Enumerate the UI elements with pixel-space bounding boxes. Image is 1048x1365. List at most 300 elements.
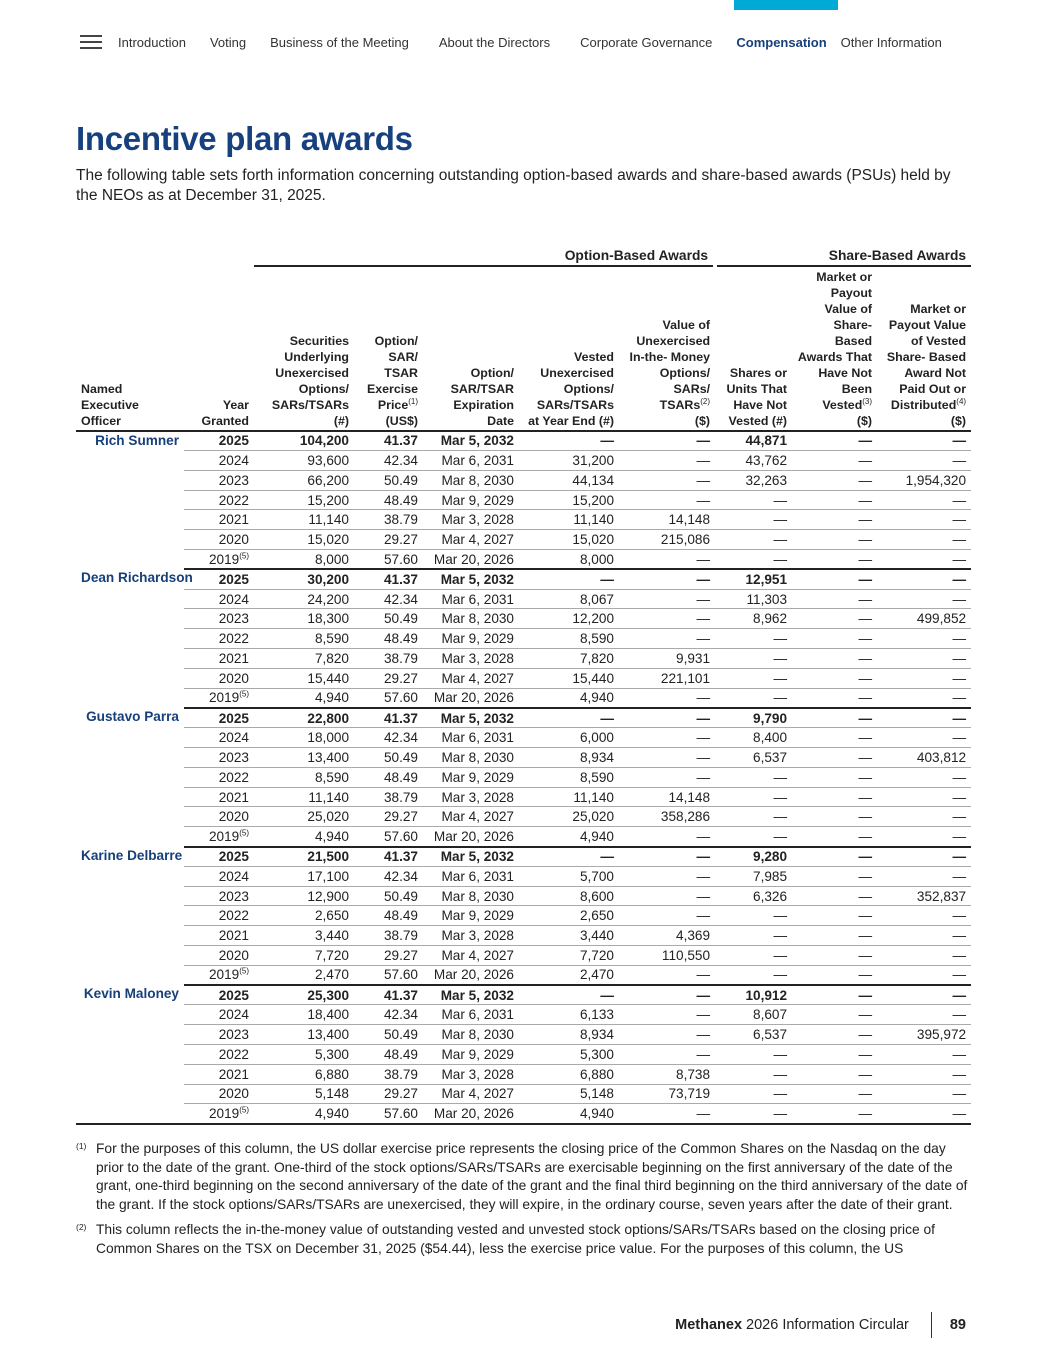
cell-price: 38.79 bbox=[354, 926, 423, 946]
cell-unvested-value: — bbox=[792, 985, 877, 1005]
cell-units: — bbox=[715, 807, 792, 827]
cell-price: 57.60 bbox=[354, 827, 423, 847]
footnote-ref: (5) bbox=[239, 551, 249, 561]
officer-name: Karine Delbarre bbox=[81, 847, 183, 863]
cell-itm-value: — bbox=[619, 866, 715, 886]
column-header-label: Shares or Units That Have Not Vested (#) bbox=[726, 365, 788, 428]
cell-securities: 24,200 bbox=[254, 589, 354, 609]
cell-vested: 12,200 bbox=[519, 609, 619, 629]
cell-unvested-value: — bbox=[792, 451, 877, 471]
cell-securities: 18,000 bbox=[254, 728, 354, 748]
column-header-row bbox=[76, 266, 971, 431]
table-row bbox=[76, 550, 971, 570]
table-row bbox=[76, 569, 971, 589]
nav-corporate-governance[interactable]: Corporate Governance bbox=[580, 34, 713, 50]
cell-unvested-value: — bbox=[792, 1084, 877, 1104]
cell-vested: 8,067 bbox=[519, 589, 619, 609]
cell-units: — bbox=[715, 946, 792, 966]
nav-voting[interactable]: Voting bbox=[209, 34, 247, 50]
cell-price: 41.37 bbox=[354, 569, 423, 589]
cell-expiry: Mar 4, 2027 bbox=[423, 668, 519, 688]
cell-price: 48.49 bbox=[354, 1045, 423, 1065]
cell-units: — bbox=[715, 550, 792, 570]
cell-units: — bbox=[715, 1064, 792, 1084]
cell-expiry: Mar 20, 2026 bbox=[423, 688, 519, 708]
cell-expiry: Mar 4, 2027 bbox=[423, 1084, 519, 1104]
cell-itm-value: 73,719 bbox=[619, 1084, 715, 1104]
column-header bbox=[715, 266, 792, 431]
year-granted bbox=[184, 470, 254, 490]
cell-securities: 18,300 bbox=[254, 609, 354, 629]
option-based-awards-header: Option-Based Awards bbox=[254, 246, 715, 266]
cell-itm-value: — bbox=[619, 431, 715, 451]
year-granted bbox=[184, 807, 254, 827]
table-row bbox=[76, 1104, 971, 1124]
cell-units: 9,790 bbox=[715, 708, 792, 728]
year-value: 2019 bbox=[208, 551, 240, 567]
year-granted bbox=[184, 550, 254, 570]
cell-price: 57.60 bbox=[354, 965, 423, 985]
cell-price: 41.37 bbox=[354, 985, 423, 1005]
cell-price: 57.60 bbox=[354, 550, 423, 570]
cell-itm-value: — bbox=[619, 1045, 715, 1065]
table-row bbox=[76, 906, 971, 926]
cell-vested: 8,590 bbox=[519, 767, 619, 787]
page-footer bbox=[675, 1312, 966, 1338]
cell-securities: 5,300 bbox=[254, 1045, 354, 1065]
table-row bbox=[76, 510, 971, 530]
cell-units: 6,537 bbox=[715, 748, 792, 768]
cell-itm-value: — bbox=[619, 490, 715, 510]
cell-vested: 3,440 bbox=[519, 926, 619, 946]
active-section-indicator bbox=[734, 0, 838, 10]
cell-unvested-value: — bbox=[792, 906, 877, 926]
cell-itm-value: — bbox=[619, 470, 715, 490]
cell-price: 38.79 bbox=[354, 649, 423, 669]
cell-unvested-value: — bbox=[792, 569, 877, 589]
cell-vested: 6,133 bbox=[519, 1005, 619, 1025]
cell-units: — bbox=[715, 688, 792, 708]
cell-unvested-value: — bbox=[792, 609, 877, 629]
cell-expiry: Mar 5, 2032 bbox=[423, 431, 519, 451]
officer-name: Dean Richardson bbox=[81, 570, 193, 586]
cell-price: 57.60 bbox=[354, 688, 423, 708]
table-row bbox=[76, 767, 971, 787]
year-granted bbox=[184, 1025, 254, 1045]
cell-expiry: Mar 9, 2029 bbox=[423, 767, 519, 787]
cell-securities: 2,470 bbox=[254, 965, 354, 985]
column-header bbox=[792, 266, 877, 431]
cell-units: 10,912 bbox=[715, 985, 792, 1005]
officer-name: Rich Sumner bbox=[95, 432, 179, 448]
cell-vested-value: — bbox=[877, 807, 971, 827]
year-granted bbox=[184, 451, 254, 471]
nav-introduction[interactable]: Introduction bbox=[118, 34, 186, 50]
cell-units: — bbox=[715, 827, 792, 847]
cell-vested: 4,940 bbox=[519, 688, 619, 708]
cell-expiry: Mar 5, 2032 bbox=[423, 569, 519, 589]
hamburger-menu-icon[interactable] bbox=[80, 35, 102, 49]
cell-price: 50.49 bbox=[354, 1025, 423, 1045]
cell-price: 42.34 bbox=[354, 589, 423, 609]
cell-price: 29.27 bbox=[354, 946, 423, 966]
cell-units: 6,537 bbox=[715, 1025, 792, 1045]
year-granted bbox=[184, 490, 254, 510]
cell-price: 50.49 bbox=[354, 609, 423, 629]
cell-vested-value: — bbox=[877, 787, 971, 807]
footer-document-title: 2026 Information Circular bbox=[746, 1317, 909, 1333]
cell-units: 6,326 bbox=[715, 886, 792, 906]
cell-itm-value: — bbox=[619, 847, 715, 867]
cell-vested-value: 1,954,320 bbox=[877, 470, 971, 490]
cell-vested: 15,200 bbox=[519, 490, 619, 510]
cell-itm-value: — bbox=[619, 688, 715, 708]
cell-unvested-value: — bbox=[792, 847, 877, 867]
cell-unvested-value: — bbox=[792, 866, 877, 886]
table-row bbox=[76, 827, 971, 847]
cell-price: 48.49 bbox=[354, 906, 423, 926]
table-row bbox=[76, 748, 971, 768]
year-granted bbox=[184, 708, 254, 728]
table-row bbox=[76, 649, 971, 669]
year-granted bbox=[184, 589, 254, 609]
cell-securities: 15,020 bbox=[254, 530, 354, 550]
cell-expiry: Mar 20, 2026 bbox=[423, 965, 519, 985]
cell-unvested-value: — bbox=[792, 1064, 877, 1084]
cell-vested-value: — bbox=[877, 827, 971, 847]
cell-units: — bbox=[715, 530, 792, 550]
table-row bbox=[76, 866, 971, 886]
cell-securities: 21,500 bbox=[254, 847, 354, 867]
cell-unvested-value: — bbox=[792, 510, 877, 530]
cell-vested: 11,140 bbox=[519, 510, 619, 530]
table-row bbox=[76, 926, 971, 946]
cell-securities: 13,400 bbox=[254, 1025, 354, 1045]
cell-vested: 6,000 bbox=[519, 728, 619, 748]
cell-expiry: Mar 8, 2030 bbox=[423, 609, 519, 629]
cell-price: 38.79 bbox=[354, 510, 423, 530]
year-granted bbox=[184, 926, 254, 946]
cell-vested: 11,140 bbox=[519, 787, 619, 807]
year-value: 2020 bbox=[218, 532, 249, 548]
cell-expiry: Mar 5, 2032 bbox=[423, 847, 519, 867]
table-row bbox=[76, 688, 971, 708]
column-header-label: Vested Unexercised Options/ SARs/TSARs at Year End (#) bbox=[528, 349, 614, 428]
cell-securities: 4,940 bbox=[254, 688, 354, 708]
cell-itm-value: — bbox=[619, 827, 715, 847]
cell-securities: 30,200 bbox=[254, 569, 354, 589]
year-value: 2025 bbox=[218, 849, 249, 865]
cell-vested-value: 395,972 bbox=[877, 1025, 971, 1045]
cell-itm-value: — bbox=[619, 629, 715, 649]
cell-itm-value: — bbox=[619, 550, 715, 570]
cell-vested-value: — bbox=[877, 510, 971, 530]
year-value: 2019 bbox=[208, 828, 240, 844]
cell-vested: — bbox=[519, 431, 619, 451]
footnote-ref: (5) bbox=[239, 689, 249, 699]
cell-itm-value: 221,101 bbox=[619, 668, 715, 688]
cell-vested: 31,200 bbox=[519, 451, 619, 471]
cell-itm-value: — bbox=[619, 589, 715, 609]
year-granted bbox=[184, 688, 254, 708]
cell-vested-value: — bbox=[877, 1045, 971, 1065]
table-row bbox=[76, 847, 971, 867]
cell-price: 50.49 bbox=[354, 470, 423, 490]
year-granted bbox=[184, 787, 254, 807]
cell-vested-value: — bbox=[877, 906, 971, 926]
top-navigation bbox=[80, 30, 988, 54]
cell-units: — bbox=[715, 668, 792, 688]
group-header-row bbox=[76, 246, 971, 266]
nav-about-directors[interactable]: About the Directors bbox=[438, 34, 551, 50]
year-value: 2024 bbox=[218, 591, 249, 607]
cell-securities: 8,590 bbox=[254, 629, 354, 649]
nav-business-of-meeting[interactable]: Business of the Meeting bbox=[270, 34, 409, 50]
cell-unvested-value: — bbox=[792, 649, 877, 669]
year-value: 2022 bbox=[218, 769, 249, 785]
footnote-ref: (2) bbox=[700, 396, 711, 406]
cell-itm-value: — bbox=[619, 569, 715, 589]
share-based-awards-header: Share-Based Awards bbox=[715, 246, 971, 266]
cell-units: 12,951 bbox=[715, 569, 792, 589]
cell-units: — bbox=[715, 1045, 792, 1065]
cell-vested: 8,000 bbox=[519, 550, 619, 570]
cell-unvested-value: — bbox=[792, 1104, 877, 1124]
footnote-ref: (1) bbox=[408, 396, 418, 406]
year-granted bbox=[184, 668, 254, 688]
cell-expiry: Mar 6, 2031 bbox=[423, 1005, 519, 1025]
cell-vested: — bbox=[519, 847, 619, 867]
cell-unvested-value: — bbox=[792, 946, 877, 966]
year-value: 2022 bbox=[218, 631, 249, 647]
cell-securities: 5,148 bbox=[254, 1084, 354, 1104]
cell-securities: 25,300 bbox=[254, 985, 354, 1005]
column-header-label: Securities Underlying Unexercised Options/ SARs/TSARs (#) bbox=[271, 333, 349, 428]
cell-vested-value: — bbox=[877, 985, 971, 1005]
cell-price: 29.27 bbox=[354, 807, 423, 827]
cell-vested-value: — bbox=[877, 490, 971, 510]
cell-securities: 4,940 bbox=[254, 827, 354, 847]
footnote-text: For the purposes of this column, the US dollar exercise price represents the closing price of the Common Shares on the Nasdaq on the day prior to the date of the grant. One-third of the stock options/SARs/TSARs are exercisable beginning on the first anniversary of the date of the grant, one-third beginning on the second anniversary of the date of the grant and the final third beginning on the third anniversary of the date of the grant. If the stock options/SARs/TSARs are unexercised, they will expire, in the ordinary course, seven years after the date of their grant. bbox=[96, 1141, 968, 1212]
table-body bbox=[76, 431, 971, 1124]
footnote-1 bbox=[76, 1140, 976, 1214]
year-value: 2021 bbox=[218, 928, 249, 944]
cell-vested-value: — bbox=[877, 569, 971, 589]
cell-vested: 2,470 bbox=[519, 965, 619, 985]
column-unit: ($) bbox=[694, 413, 711, 428]
year-granted bbox=[184, 847, 254, 867]
cell-vested: 7,820 bbox=[519, 649, 619, 669]
cell-units: — bbox=[715, 767, 792, 787]
cell-itm-value: — bbox=[619, 609, 715, 629]
column-header-label: Value of Unexercised In-the- Money Options/ SARs/ TSARs bbox=[629, 317, 711, 412]
cell-vested-value: — bbox=[877, 1064, 971, 1084]
cell-units: 9,280 bbox=[715, 847, 792, 867]
cell-vested: — bbox=[519, 569, 619, 589]
table-row bbox=[76, 1064, 971, 1084]
nav-compensation[interactable]: Compensation bbox=[736, 34, 827, 50]
cell-unvested-value: — bbox=[792, 767, 877, 787]
cell-vested-value: — bbox=[877, 530, 971, 550]
table-row bbox=[76, 629, 971, 649]
cell-securities: 4,940 bbox=[254, 1104, 354, 1124]
cell-itm-value: — bbox=[619, 886, 715, 906]
cell-units: — bbox=[715, 787, 792, 807]
cell-price: 42.34 bbox=[354, 866, 423, 886]
cell-unvested-value: — bbox=[792, 668, 877, 688]
cell-units: — bbox=[715, 965, 792, 985]
cell-expiry: Mar 8, 2030 bbox=[423, 1025, 519, 1045]
cell-units: 11,303 bbox=[715, 589, 792, 609]
cell-securities: 8,590 bbox=[254, 767, 354, 787]
cell-vested-value: — bbox=[877, 649, 971, 669]
table-row bbox=[76, 708, 971, 728]
cell-vested: 44,134 bbox=[519, 470, 619, 490]
cell-price: 42.34 bbox=[354, 728, 423, 748]
cell-expiry: Mar 4, 2027 bbox=[423, 807, 519, 827]
cell-unvested-value: — bbox=[792, 1025, 877, 1045]
cell-vested: 6,880 bbox=[519, 1064, 619, 1084]
cell-vested: 8,590 bbox=[519, 629, 619, 649]
table-row bbox=[76, 668, 971, 688]
cell-vested-value: — bbox=[877, 946, 971, 966]
cell-securities: 11,140 bbox=[254, 510, 354, 530]
cell-price: 42.34 bbox=[354, 451, 423, 471]
table-row bbox=[76, 431, 971, 451]
cell-unvested-value: — bbox=[792, 787, 877, 807]
cell-vested-value: — bbox=[877, 550, 971, 570]
cell-securities: 3,440 bbox=[254, 926, 354, 946]
cell-price: 48.49 bbox=[354, 629, 423, 649]
cell-price: 41.37 bbox=[354, 847, 423, 867]
cell-unvested-value: — bbox=[792, 807, 877, 827]
year-granted bbox=[184, 886, 254, 906]
cell-securities: 2,650 bbox=[254, 906, 354, 926]
nav-other-information[interactable]: Other Information bbox=[840, 34, 942, 50]
cell-securities: 8,000 bbox=[254, 550, 354, 570]
column-header-label: Market or Payout Value of Share- Based Awards That Have Not Been Vested bbox=[797, 269, 873, 412]
year-granted bbox=[184, 1005, 254, 1025]
cell-itm-value: 110,550 bbox=[619, 946, 715, 966]
column-header-label: Year Granted bbox=[201, 397, 249, 428]
cell-expiry: Mar 6, 2031 bbox=[423, 589, 519, 609]
cell-vested-value: — bbox=[877, 1084, 971, 1104]
cell-vested-value: — bbox=[877, 629, 971, 649]
cell-vested-value: — bbox=[877, 1104, 971, 1124]
year-granted bbox=[184, 1064, 254, 1084]
cell-vested-value: — bbox=[877, 767, 971, 787]
cell-itm-value: — bbox=[619, 767, 715, 787]
cell-vested-value: — bbox=[877, 926, 971, 946]
cell-expiry: Mar 3, 2028 bbox=[423, 787, 519, 807]
column-unit: (US$) bbox=[385, 413, 418, 428]
cell-vested: 8,600 bbox=[519, 886, 619, 906]
cell-unvested-value: — bbox=[792, 629, 877, 649]
year-granted bbox=[184, 965, 254, 985]
year-granted bbox=[184, 1084, 254, 1104]
cell-vested-value: 499,852 bbox=[877, 609, 971, 629]
cell-securities: 22,800 bbox=[254, 708, 354, 728]
cell-securities: 25,020 bbox=[254, 807, 354, 827]
cell-vested: 5,700 bbox=[519, 866, 619, 886]
year-value: 2020 bbox=[218, 1086, 249, 1102]
footnote-marker: (1) bbox=[76, 1141, 87, 1151]
cell-expiry: Mar 3, 2028 bbox=[423, 1064, 519, 1084]
column-header-label: Option/ SAR/ TSAR Exercise Price bbox=[367, 333, 418, 412]
cell-expiry: Mar 8, 2030 bbox=[423, 470, 519, 490]
column-unit: ($) bbox=[950, 413, 967, 428]
cell-price: 57.60 bbox=[354, 1104, 423, 1124]
cell-units: — bbox=[715, 906, 792, 926]
column-header bbox=[519, 266, 619, 431]
year-value: 2023 bbox=[218, 1027, 249, 1043]
table-row bbox=[76, 1005, 971, 1025]
cell-price: 38.79 bbox=[354, 787, 423, 807]
year-value: 2023 bbox=[218, 611, 249, 627]
cell-price: 29.27 bbox=[354, 530, 423, 550]
cell-securities: 6,880 bbox=[254, 1064, 354, 1084]
footnote-2 bbox=[76, 1221, 976, 1258]
cell-vested: 25,020 bbox=[519, 807, 619, 827]
cell-expiry: Mar 6, 2031 bbox=[423, 866, 519, 886]
cell-securities: 7,720 bbox=[254, 946, 354, 966]
cell-itm-value: — bbox=[619, 906, 715, 926]
table-row bbox=[76, 965, 971, 985]
column-header bbox=[423, 266, 519, 431]
year-value: 2021 bbox=[218, 650, 249, 666]
cell-vested-value: — bbox=[877, 708, 971, 728]
cell-unvested-value: — bbox=[792, 530, 877, 550]
cell-vested-value: — bbox=[877, 451, 971, 471]
cell-expiry: Mar 9, 2029 bbox=[423, 629, 519, 649]
cell-expiry: Mar 5, 2032 bbox=[423, 708, 519, 728]
table-row bbox=[76, 451, 971, 471]
cell-price: 48.49 bbox=[354, 767, 423, 787]
cell-vested: 5,300 bbox=[519, 1045, 619, 1065]
cell-expiry: Mar 8, 2030 bbox=[423, 748, 519, 768]
cell-itm-value: — bbox=[619, 965, 715, 985]
year-value: 2024 bbox=[218, 730, 249, 746]
incentive-awards-table bbox=[76, 246, 971, 1125]
page-number: 89 bbox=[949, 1317, 966, 1333]
year-granted bbox=[184, 767, 254, 787]
column-header bbox=[76, 266, 184, 431]
footnote-text: This column reflects the in-the-money value of outstanding vested and unvested stock options/SARs/TSARs based on the closing price of Common Shares on the TSX on December 31, 2025 ($54.44), less the exercise price value. For the purposes of this column, the US bbox=[96, 1222, 935, 1256]
column-header bbox=[354, 266, 423, 431]
year-granted bbox=[184, 866, 254, 886]
year-granted bbox=[184, 569, 254, 589]
cell-unvested-value: — bbox=[792, 728, 877, 748]
cell-expiry: Mar 3, 2028 bbox=[423, 510, 519, 530]
cell-units: 43,762 bbox=[715, 451, 792, 471]
table-row bbox=[76, 589, 971, 609]
cell-securities: 11,140 bbox=[254, 787, 354, 807]
cell-itm-value: — bbox=[619, 1104, 715, 1124]
officer-name: Kevin Maloney bbox=[76, 985, 184, 1124]
year-granted bbox=[184, 510, 254, 530]
cell-units: 32,263 bbox=[715, 470, 792, 490]
cell-unvested-value: — bbox=[792, 965, 877, 985]
year-value: 2021 bbox=[218, 789, 249, 805]
column-header-label: Market or Payout Value of Vested Share- Based Award Not Paid Out or Distributed bbox=[886, 301, 967, 412]
cell-price: 50.49 bbox=[354, 748, 423, 768]
cell-expiry: Mar 20, 2026 bbox=[423, 550, 519, 570]
cell-vested: 8,934 bbox=[519, 1025, 619, 1045]
cell-vested: 7,720 bbox=[519, 946, 619, 966]
cell-unvested-value: — bbox=[792, 926, 877, 946]
table-row bbox=[76, 470, 971, 490]
cell-expiry: Mar 3, 2028 bbox=[423, 926, 519, 946]
